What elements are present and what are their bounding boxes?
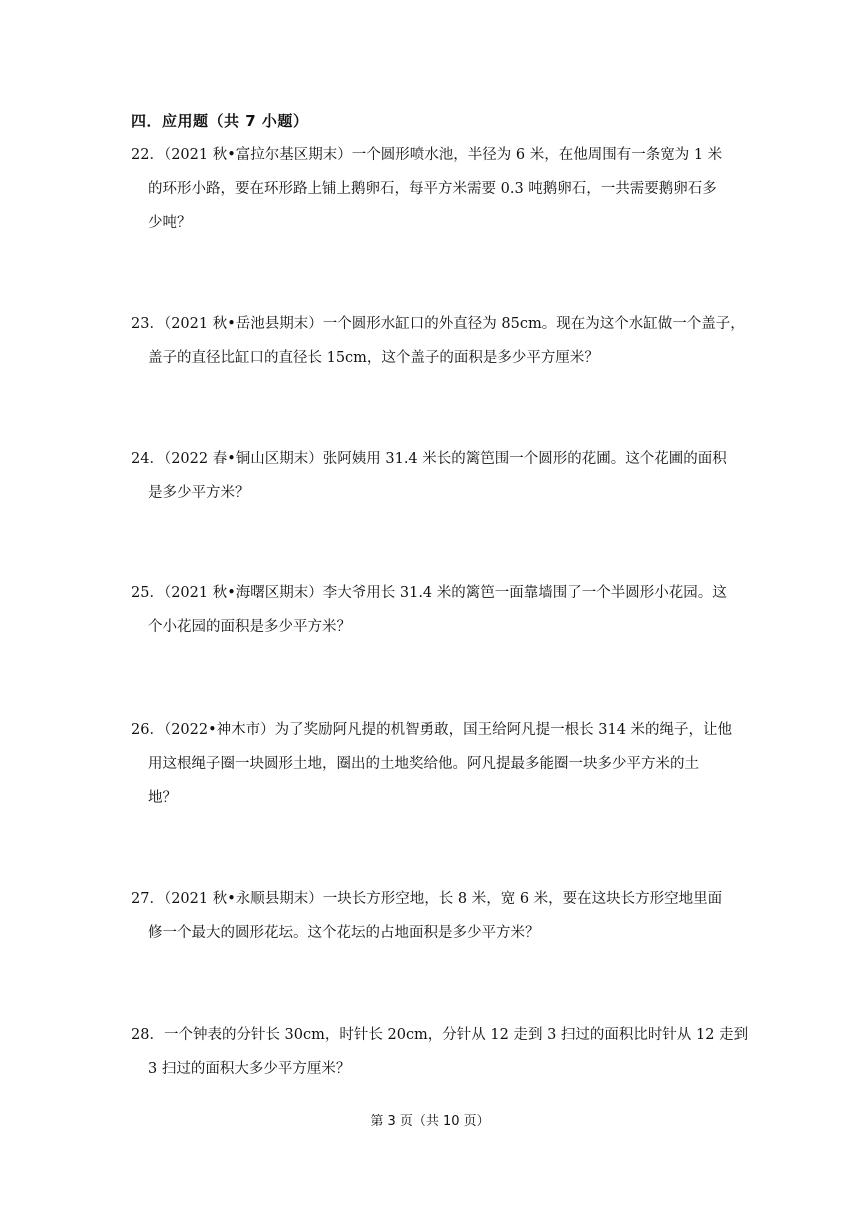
problem-line: 27．（2021 秋•永顺县期末）一块长方形空地，长 8 米，宽 6 米，要在这块长方形空地里面	[131, 891, 723, 907]
problem-line: 28．一个钟表的分针长 30cm，时针长 20cm，分针从 12 走到 3 扫过的面积比时针从 12 走到	[131, 1027, 749, 1043]
section-title: 四．应用题（共 7 小题）	[131, 112, 309, 130]
problem-27	[131, 882, 741, 950]
problem-line: 少吨？	[148, 215, 192, 231]
problem-line: 修一个最大的圆形花坛。这个花坛的占地面积是多少平方米？	[148, 925, 540, 941]
problem-24	[131, 442, 741, 510]
problem-25	[131, 576, 741, 644]
problem-line: 个小花园的面积是多少平方米？	[148, 619, 351, 635]
problem-line: 是多少平方米？	[148, 485, 250, 501]
problem-line: 25．（2021 秋•海曙区期末）李大爷用长 31.4 米的篱笆一面靠墙围了一个半圆形小花园。这	[131, 585, 727, 601]
problem-26	[131, 713, 741, 815]
problem-28	[131, 1018, 749, 1086]
problem-22	[131, 138, 741, 240]
problem-23	[131, 307, 745, 375]
problem-line: 24．（2022 春•铜山区期末）张阿姨用 31.4 米长的篱笆围一个圆形的花圃。这个花圃的面积	[131, 451, 727, 467]
problem-line: 26．（2022•神木市）为了奖励阿凡提的机智勇敢，国王给阿凡提一根长 314 米的绳子，让他	[131, 722, 733, 738]
problem-line: 地？	[148, 790, 177, 806]
problem-line: 22．（2021 秋•富拉尔基区期末）一个圆形喷水池，半径为 6 米，在他周围有一条宽为 1 米	[131, 147, 723, 163]
problem-line: 23．（2021 秋•岳池县期末）一个圆形水缸口的外直径为 85cm。现在为这个水缸做一个盖子，	[131, 316, 745, 332]
problem-line: 盖子的直径比缸口的直径长 15cm，这个盖子的面积是多少平方厘米？	[148, 350, 599, 366]
problem-line: 的环形小路，要在环形路上铺上鹅卵石，每平方米需要 0.3 吨鹅卵石，一共需要鹅卵石多	[148, 181, 717, 197]
page-footer: 第 3 页（共 10 页）	[370, 1114, 490, 1129]
problem-line: 用这根绳子圈一块圆形土地，圈出的土地奖给他。阿凡提最多能圈一块多少平方米的土	[148, 756, 699, 772]
problem-line: 3 扫过的面积大多少平方厘米？	[148, 1061, 351, 1077]
